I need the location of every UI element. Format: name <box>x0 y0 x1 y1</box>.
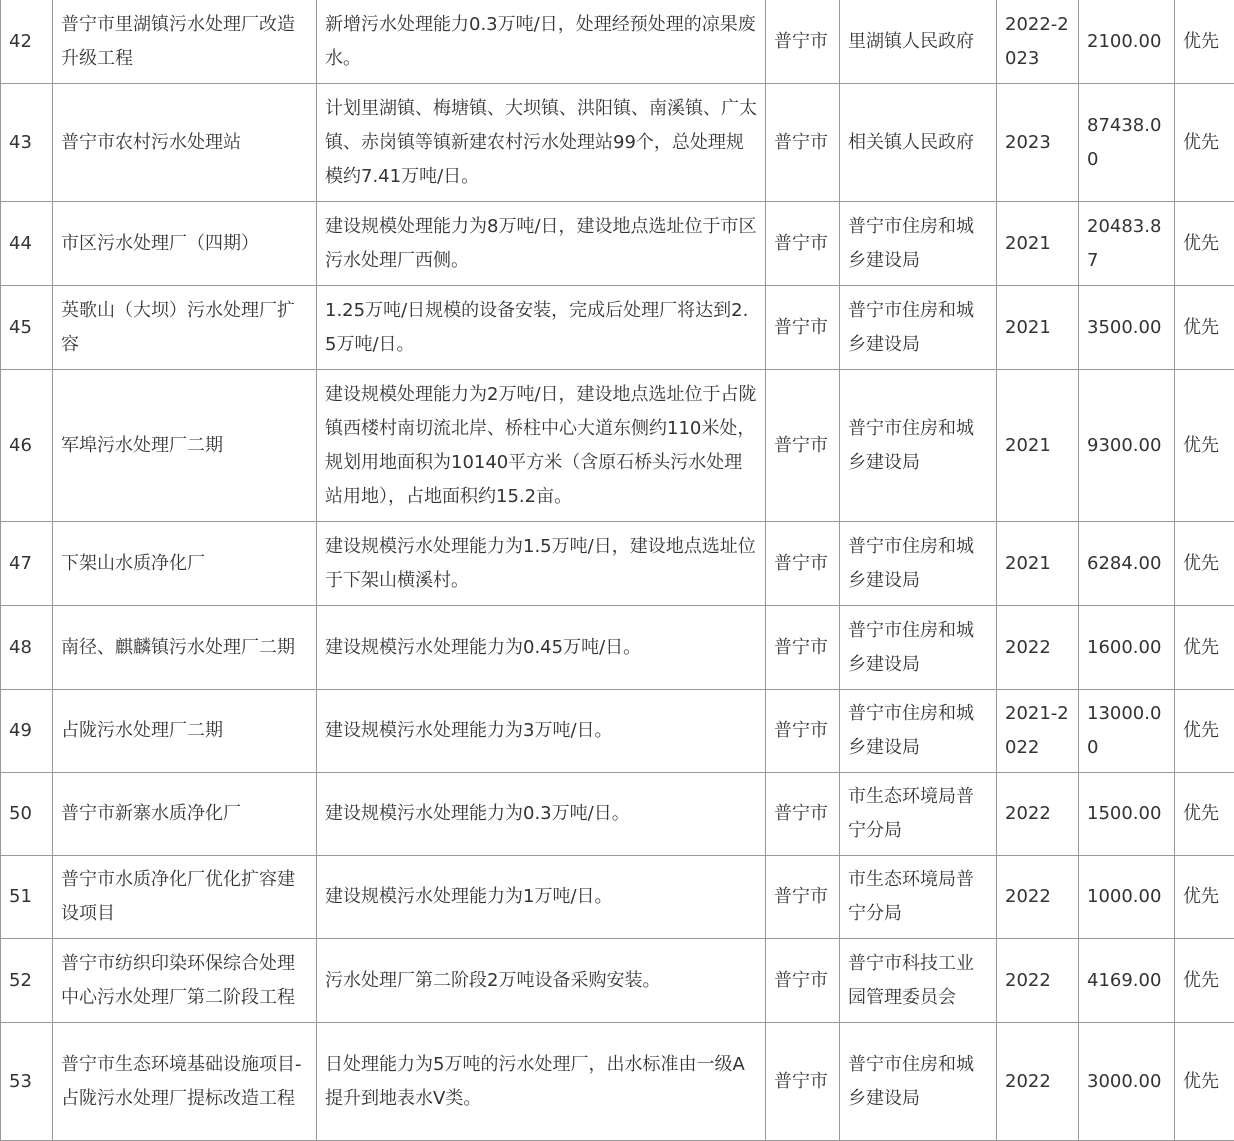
investment-amount: 3500.00 <box>1079 286 1175 370</box>
investment-amount: 1600.00 <box>1079 606 1175 690</box>
row-number: 48 <box>1 606 53 690</box>
priority-label: 优先 <box>1175 0 1234 84</box>
investment-amount: 6284.00 <box>1079 522 1175 606</box>
project-name: 普宁市纺织印染环保综合处理中心污水处理厂第二阶段工程 <box>53 939 317 1023</box>
construction-years: 2022 <box>997 856 1079 939</box>
project-name: 普宁市新寨水质净化厂 <box>53 773 317 856</box>
responsible-unit: 里湖镇人民政府 <box>840 0 997 84</box>
row-number: 49 <box>1 690 53 773</box>
table-row <box>1 773 1234 856</box>
priority-label: 优先 <box>1175 522 1234 606</box>
table-row <box>1 1023 1234 1141</box>
project-content: 建设规模处理能力为2万吨/日，建设地点选址位于占陇镇西楼村南切流北岸、桥柱中心大道东侧约110米处，规划用地面积为10140平方米（含原石桥头污水处理站用地），占地面积约15.2亩。 <box>317 370 766 522</box>
row-number: 47 <box>1 522 53 606</box>
table-row <box>1 522 1234 606</box>
construction-years: 2021-2022 <box>997 690 1079 773</box>
project-content: 建设规模污水处理能力为0.3万吨/日。 <box>317 773 766 856</box>
investment-amount: 1000.00 <box>1079 856 1175 939</box>
row-number: 50 <box>1 773 53 856</box>
project-location: 普宁市 <box>766 202 840 286</box>
investment-amount: 87438.00 <box>1079 84 1175 202</box>
investment-amount: 3000.00 <box>1079 1023 1175 1141</box>
project-name: 军埠污水处理厂二期 <box>53 370 317 522</box>
project-location: 普宁市 <box>766 773 840 856</box>
project-content: 建设规模污水处理能力为0.45万吨/日。 <box>317 606 766 690</box>
priority-label: 优先 <box>1175 286 1234 370</box>
responsible-unit: 普宁市科技工业园管理委员会 <box>840 939 997 1023</box>
table-row <box>1 84 1234 202</box>
project-content: 新增污水处理能力0.3万吨/日，处理经预处理的凉果废水。 <box>317 0 766 84</box>
responsible-unit: 普宁市住房和城乡建设局 <box>840 606 997 690</box>
construction-years: 2022-2023 <box>997 0 1079 84</box>
table-row <box>1 370 1234 522</box>
table-row <box>1 202 1234 286</box>
table-body <box>1 0 1234 1141</box>
responsible-unit: 相关镇人民政府 <box>840 84 997 202</box>
project-name: 普宁市农村污水处理站 <box>53 84 317 202</box>
project-content: 建设规模污水处理能力为1万吨/日。 <box>317 856 766 939</box>
row-number: 53 <box>1 1023 53 1141</box>
responsible-unit: 市生态环境局普宁分局 <box>840 773 997 856</box>
project-content: 建设规模处理能力为8万吨/日，建设地点选址位于市区污水处理厂西侧。 <box>317 202 766 286</box>
priority-label: 优先 <box>1175 856 1234 939</box>
responsible-unit: 普宁市住房和城乡建设局 <box>840 202 997 286</box>
project-name: 占陇污水处理厂二期 <box>53 690 317 773</box>
project-location: 普宁市 <box>766 856 840 939</box>
priority-label: 优先 <box>1175 606 1234 690</box>
table-row <box>1 606 1234 690</box>
project-content: 1.25万吨/日规模的设备安装，完成后处理厂将达到2.5万吨/日。 <box>317 286 766 370</box>
project-name: 普宁市里湖镇污水处理厂改造升级工程 <box>53 0 317 84</box>
project-location: 普宁市 <box>766 606 840 690</box>
project-location: 普宁市 <box>766 370 840 522</box>
responsible-unit: 普宁市住房和城乡建设局 <box>840 286 997 370</box>
construction-years: 2021 <box>997 522 1079 606</box>
project-name: 英歌山（大坝）污水处理厂扩容 <box>53 286 317 370</box>
construction-years: 2021 <box>997 370 1079 522</box>
project-name: 市区污水处理厂（四期） <box>53 202 317 286</box>
project-content: 计划里湖镇、梅塘镇、大坝镇、洪阳镇、南溪镇、广太镇、赤岗镇等镇新建农村污水处理站99个，总处理规模约7.41万吨/日。 <box>317 84 766 202</box>
construction-years: 2022 <box>997 773 1079 856</box>
row-number: 44 <box>1 202 53 286</box>
table-row <box>1 690 1234 773</box>
project-location: 普宁市 <box>766 84 840 202</box>
project-content: 污水处理厂第二阶段2万吨设备采购安装。 <box>317 939 766 1023</box>
project-location: 普宁市 <box>766 522 840 606</box>
table-row <box>1 286 1234 370</box>
investment-amount: 9300.00 <box>1079 370 1175 522</box>
project-location: 普宁市 <box>766 286 840 370</box>
construction-years: 2021 <box>997 202 1079 286</box>
project-name: 普宁市水质净化厂优化扩容建设项目 <box>53 856 317 939</box>
project-name: 下架山水质净化厂 <box>53 522 317 606</box>
row-number: 43 <box>1 84 53 202</box>
construction-years: 2022 <box>997 939 1079 1023</box>
project-location: 普宁市 <box>766 0 840 84</box>
project-location: 普宁市 <box>766 939 840 1023</box>
project-content: 建设规模污水处理能力为1.5万吨/日，建设地点选址位于下架山横溪村。 <box>317 522 766 606</box>
investment-amount: 20483.87 <box>1079 202 1175 286</box>
row-number: 51 <box>1 856 53 939</box>
responsible-unit: 普宁市住房和城乡建设局 <box>840 1023 997 1141</box>
project-location: 普宁市 <box>766 690 840 773</box>
construction-years: 2022 <box>997 606 1079 690</box>
priority-label: 优先 <box>1175 370 1234 522</box>
table-row <box>1 939 1234 1023</box>
priority-label: 优先 <box>1175 84 1234 202</box>
row-number: 42 <box>1 0 53 84</box>
investment-amount: 1500.00 <box>1079 773 1175 856</box>
project-name: 普宁市生态环境基础设施项目-占陇污水处理厂提标改造工程 <box>53 1023 317 1141</box>
project-content: 建设规模污水处理能力为3万吨/日。 <box>317 690 766 773</box>
construction-years: 2021 <box>997 286 1079 370</box>
priority-label: 优先 <box>1175 690 1234 773</box>
project-content: 日处理能力为5万吨的污水处理厂，出水标准由一级A提升到地表水V类。 <box>317 1023 766 1141</box>
investment-amount: 13000.00 <box>1079 690 1175 773</box>
construction-years: 2023 <box>997 84 1079 202</box>
investment-amount: 2100.00 <box>1079 0 1175 84</box>
responsible-unit: 市生态环境局普宁分局 <box>840 856 997 939</box>
priority-label: 优先 <box>1175 773 1234 856</box>
table-row <box>1 0 1234 84</box>
project-name: 南径、麒麟镇污水处理厂二期 <box>53 606 317 690</box>
table-row <box>1 856 1234 939</box>
priority-label: 优先 <box>1175 202 1234 286</box>
investment-amount: 4169.00 <box>1079 939 1175 1023</box>
project-location: 普宁市 <box>766 1023 840 1141</box>
responsible-unit: 普宁市住房和城乡建设局 <box>840 522 997 606</box>
responsible-unit: 普宁市住房和城乡建设局 <box>840 690 997 773</box>
row-number: 46 <box>1 370 53 522</box>
responsible-unit: 普宁市住房和城乡建设局 <box>840 370 997 522</box>
priority-label: 优先 <box>1175 939 1234 1023</box>
priority-label: 优先 <box>1175 1023 1234 1141</box>
row-number: 52 <box>1 939 53 1023</box>
row-number: 45 <box>1 286 53 370</box>
construction-years: 2022 <box>997 1023 1079 1141</box>
